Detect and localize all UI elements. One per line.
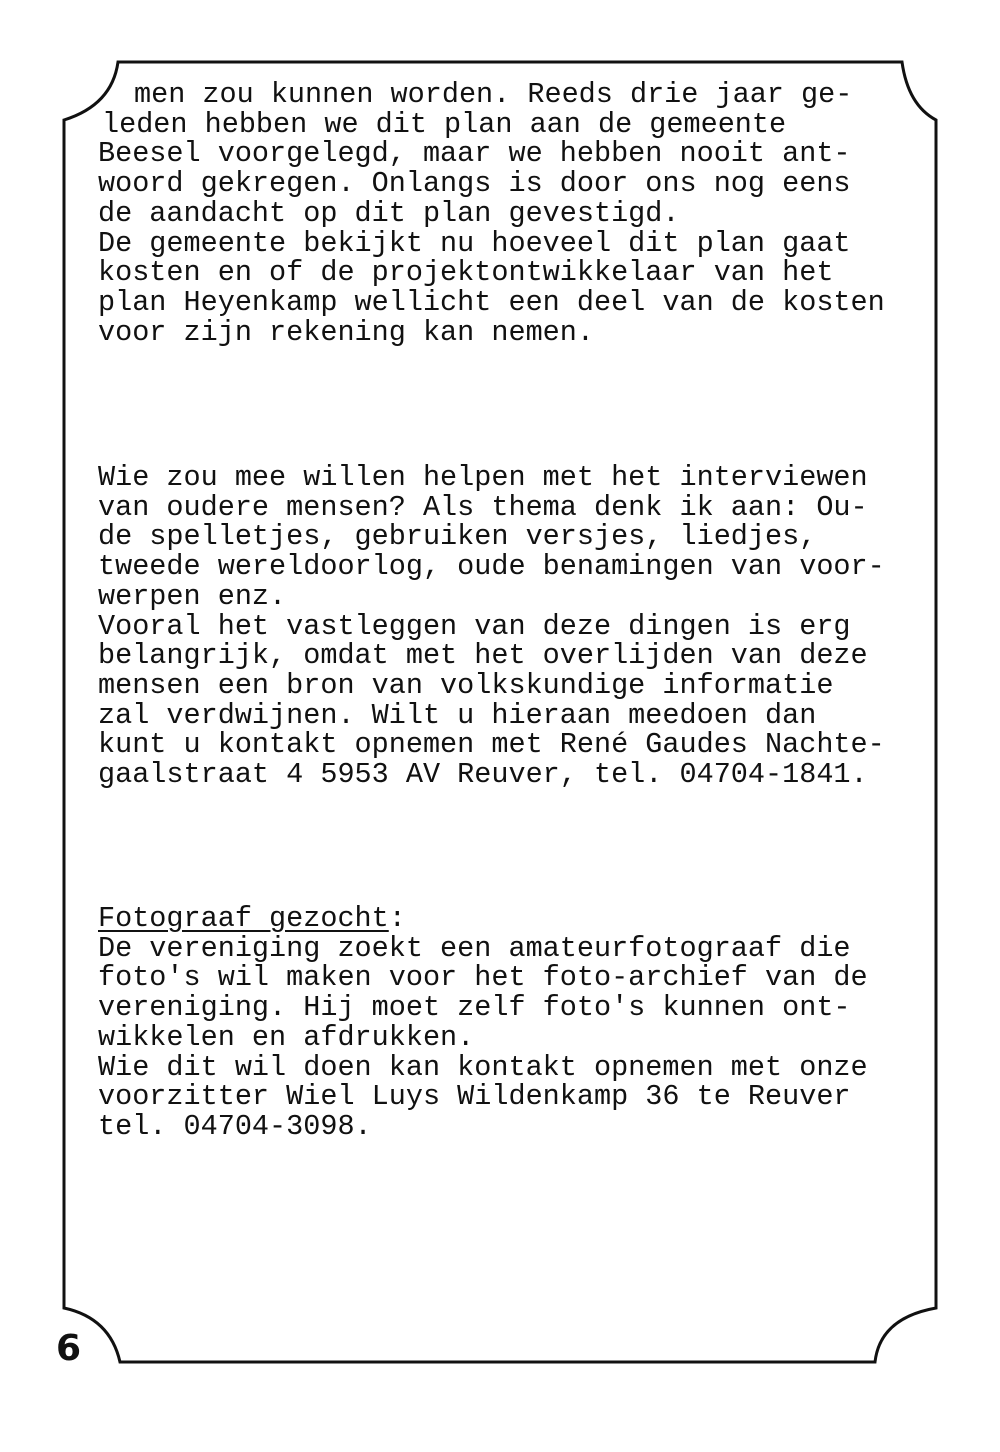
- text-line: voor zijn rekening kan nemen.: [98, 315, 594, 349]
- text-line: tweede wereldoorlog, oude benamingen van voor-: [98, 550, 885, 584]
- paragraph-gemeente-plan: [98, 80, 885, 347]
- text-line: voorzitter Wiel Luys Wildenkamp 36 te Reuver: [98, 1080, 851, 1114]
- text-line: Vooral het vastleggen van deze dingen is erg: [98, 609, 851, 643]
- text-line: woord gekregen. Onlangs is door ons nog eens: [98, 167, 851, 201]
- text-line: Beesel voorgelegd, maar we hebben nooit ant-: [98, 137, 851, 171]
- text-line: foto's wil maken voor het foto-archief van de: [98, 961, 868, 995]
- text-line: De gemeente bekijkt nu hoeveel dit plan gaat: [98, 226, 851, 260]
- text-line: plan Heyenkamp wellicht een deel van de kosten: [98, 285, 885, 319]
- text-line: zal verdwijnen. Wilt u hieraan meedoen dan: [98, 698, 817, 732]
- text-line: werpen enz.: [98, 579, 287, 613]
- text-line: Wie dit wil doen kan kontakt opnemen met onze: [98, 1050, 868, 1084]
- heading-colon: :: [388, 902, 406, 935]
- text-line: vereniging. Hij moet zelf foto's kunnen ont-: [98, 991, 851, 1025]
- text-line: tel. 04704-3098.: [98, 1109, 372, 1143]
- text-line: kunt u kontakt opnemen met René Gaudes Nachte-: [98, 728, 885, 762]
- text-line: kosten en of de projektontwikkelaar van het: [98, 256, 834, 290]
- text-line: De vereniging zoekt een amateurfotograaf die: [98, 931, 851, 965]
- text-line: men zou kunnen worden. Reeds drie jaar ge-: [134, 78, 853, 111]
- text-line: leden hebben we dit plan aan de gemeente: [102, 107, 787, 141]
- page-number: 6: [56, 1328, 82, 1369]
- paragraph-interviews-request: [98, 463, 885, 790]
- text-line: de spelletjes, gebruiken versjes, liedjes,: [98, 520, 817, 554]
- text-line: mensen een bron van volkskundige informatie: [98, 668, 834, 702]
- section-heading: [98, 904, 868, 934]
- text-line: belangrijk, omdat met het overlijden van deze: [98, 639, 868, 673]
- text-line: Wie zou mee willen helpen met het interviewen: [98, 461, 868, 494]
- heading-text: Fotograaf gezocht: [98, 902, 389, 935]
- text-line: van oudere mensen? Als thema denk ik aan: Ou-: [98, 490, 868, 524]
- text-line: de aandacht op dit plan gevestigd.: [98, 196, 680, 230]
- text-line: wikkelen en afdrukken.: [98, 1020, 475, 1054]
- paragraph-fotograaf-gezocht: [98, 904, 868, 1142]
- text-line: gaalstraat 4 5953 AV Reuver, tel. 04704-1841.: [98, 758, 868, 792]
